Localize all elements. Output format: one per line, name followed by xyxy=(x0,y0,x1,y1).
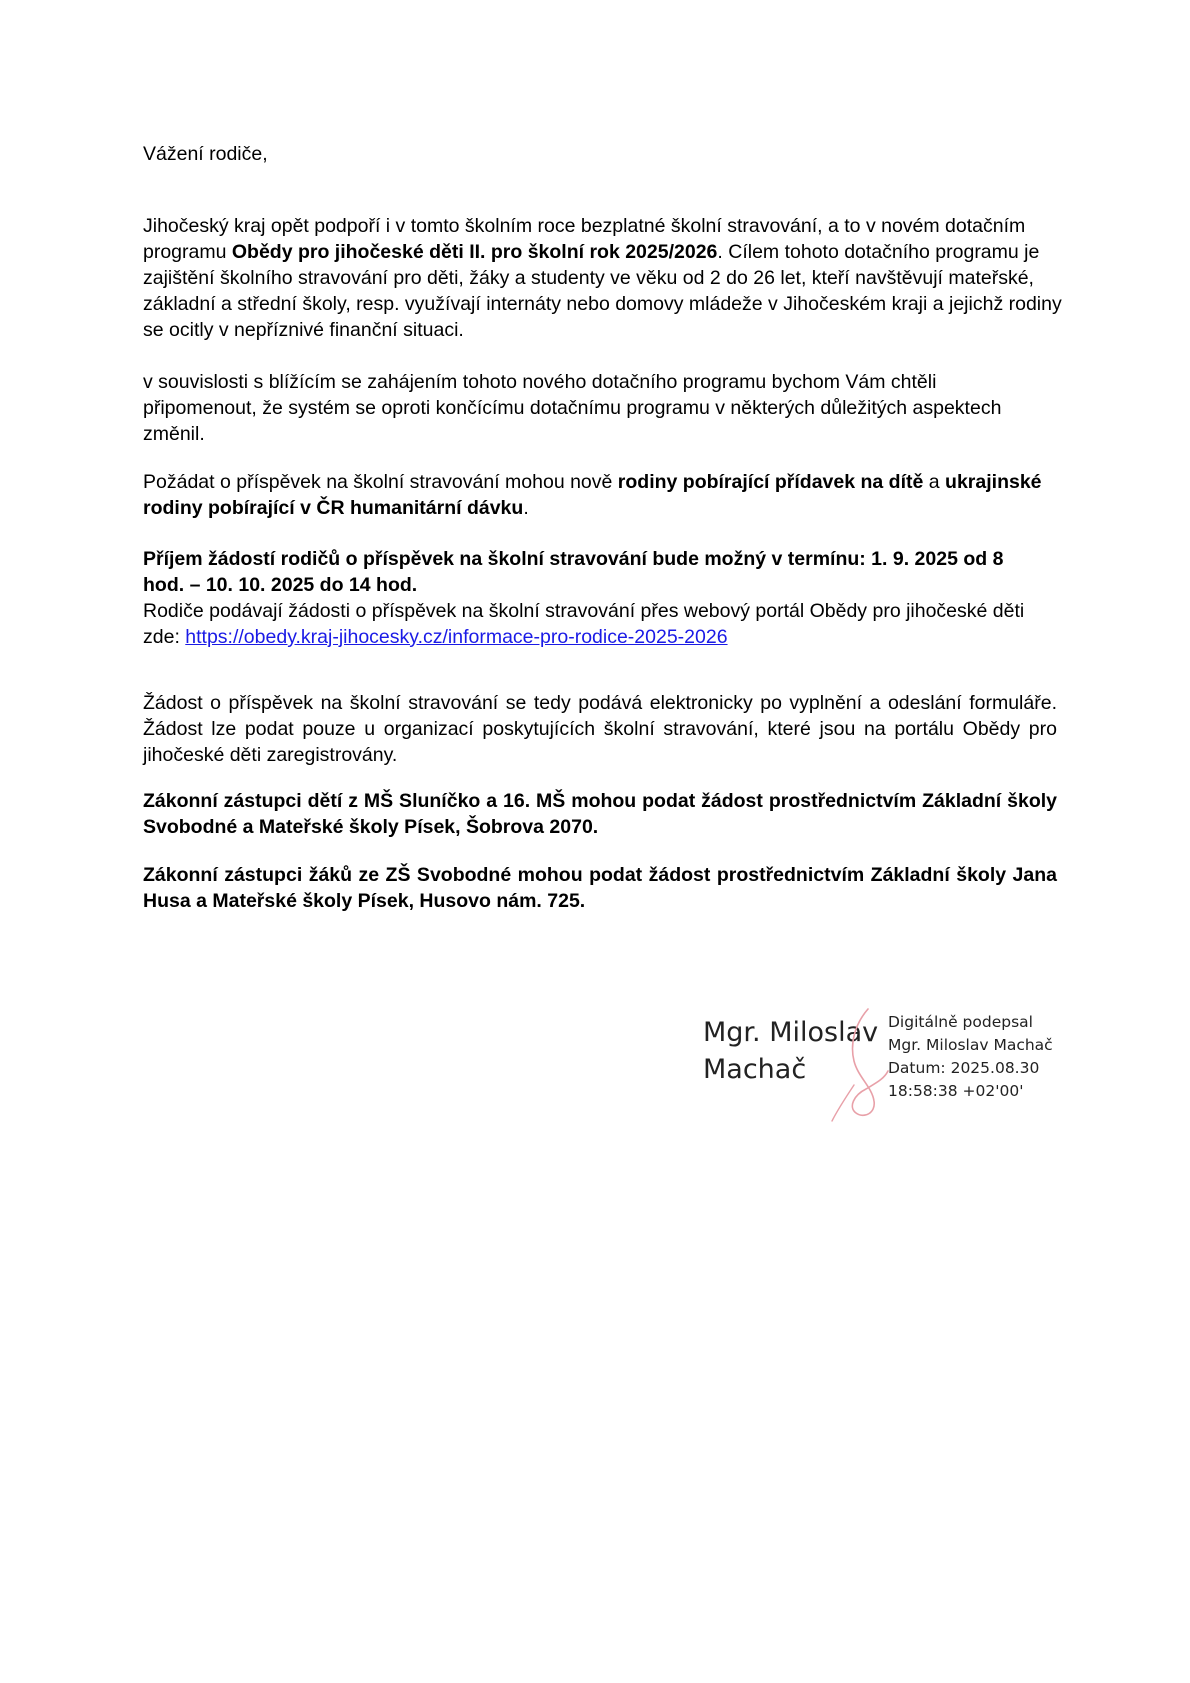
program-name: Obědy pro jihočeské děti II. pro školní rok 2025/2026 xyxy=(231,241,718,263)
application-period: Příjem žádostí rodičů o příspěvek na školní stravování bude možný v termínu: 1. 9. 2025 od 8 hod. – 10. 10. 2025 do 14 hod. xyxy=(143,548,1004,596)
signature-meta-line1: Digitálně podepsal xyxy=(888,1013,1033,1031)
paragraph-electronic-application: Žádost o příspěvek na školní stravování se tedy podává elektronicky po vyplnění a odeslání formuláře. Žádost lze podat pouze u organizací poskytujících školní stravování, které jsou na portálu Obědy pro jihočeské děti zaregistrovány. xyxy=(143,692,1057,766)
paragraph-ms-representatives: Zákonní zástupci dětí z MŠ Sluníčko a 16. MŠ mohou podat žádost prostřednictvím Základní školy Svobodné a Mateřské školy Písek, Šobrova 2070. xyxy=(143,790,1057,838)
portal-link[interactable]: https://obedy.kraj-jihocesky.cz/informace-pro-rodice-2025-2026 xyxy=(185,626,728,648)
signature-metadata xyxy=(888,1011,1053,1103)
signature-name-line1: Mgr. Miloslav xyxy=(703,1017,879,1048)
signature-name-line2: Machač xyxy=(703,1054,807,1085)
program-goal-text: . Cílem tohoto dotačního programu je zajištění školního stravování pro děti, žáky a studenty ve věku od 2 do 26 let, kteří navštěvují mateřské, základní a střední školy, resp. využívají internáty nebo domovy mládeže v Jihočeském kraji a jejichž rodiny se ocitly v nepříznivé finanční situaci. xyxy=(143,241,1062,341)
signature-flourish-icon xyxy=(824,1005,892,1125)
digital-signature xyxy=(703,1011,1063,1121)
paragraph-eligibility xyxy=(143,469,1065,521)
program-intro-text: Jihočeský kraj opět podpoří i v tomto školním roce bezplatné školní stravování, a to v novém dotačním programu xyxy=(143,215,1026,263)
signature-meta-line2: Mgr. Miloslav Machač xyxy=(888,1036,1053,1054)
greeting: Vážení rodiče, xyxy=(143,143,268,165)
eligibility-period: . xyxy=(523,497,529,519)
paragraph-zs-representatives: Zákonní zástupci žáků ze ZŠ Svobodné mohou podat žádost prostřednictvím Základní školy Jana Husa a Mateřské školy Písek, Husovo nám. 725. xyxy=(143,864,1057,912)
signature-meta-time: 18:58:38 +02'00' xyxy=(888,1082,1024,1100)
eligibility-text: Požádat o příspěvek na školní stravování mohou nově xyxy=(143,471,618,493)
paragraph-application-period xyxy=(143,546,1043,650)
application-portal-text: Rodiče podávají žádosti o příspěvek na školní stravování přes webový portál Obědy pro jihočeské děti zde: xyxy=(143,600,1025,648)
paragraph-program-intro xyxy=(143,213,1065,343)
eligibility-ukrainian-families: ukrajinské rodiny pobírající v ČR humanitární dávku xyxy=(143,471,1042,519)
eligibility-child-allowance: rodiny pobírající přídavek na dítě xyxy=(617,471,924,493)
paragraph-system-change: v souvislosti s blížícím se zahájením tohoto nového dotačního programu bychom Vám chtěli připomenout, že systém se oproti končícímu dotačnímu programu v některých důležitých aspektech změnil. xyxy=(143,371,1002,445)
eligibility-conjunction: a xyxy=(923,471,946,493)
signature-meta-date: Datum: 2025.08.30 xyxy=(888,1059,1040,1077)
